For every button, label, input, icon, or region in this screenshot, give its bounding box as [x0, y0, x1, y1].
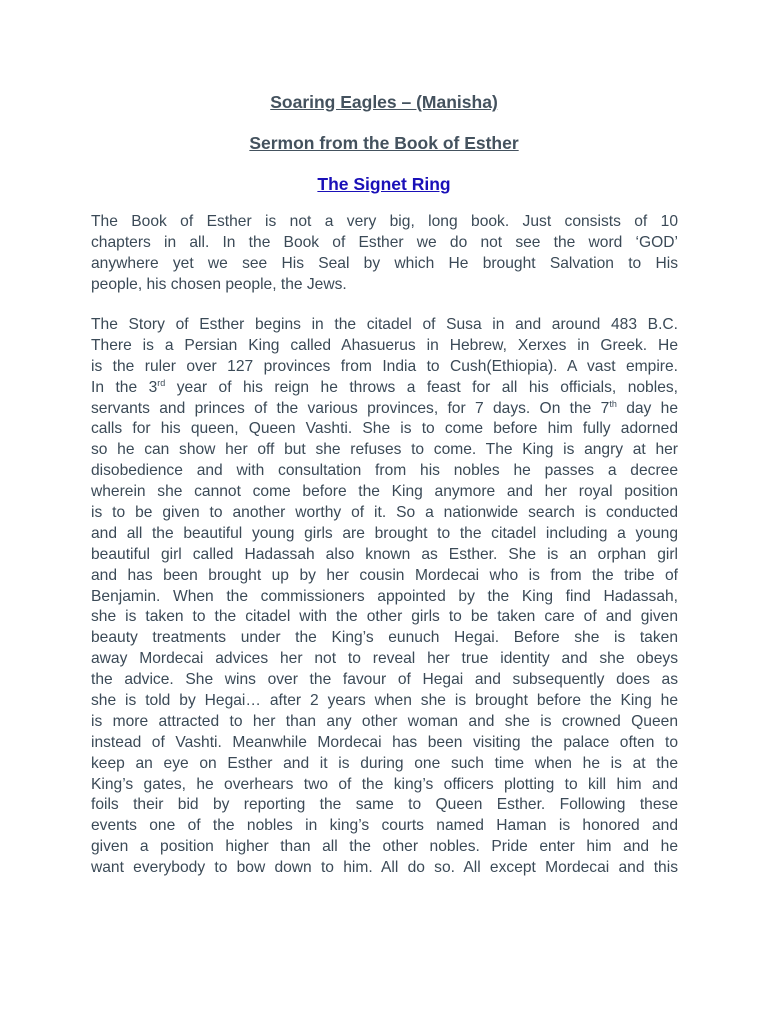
- paragraph-line: There is a Persian King called Ahasuerus in Hebrew, Xerxes in Greek. He: [91, 336, 678, 354]
- paragraph-line: [91, 378, 678, 399]
- paragraph-line: want everybody to bow down to him. All do so. All except Mordecai and this: [91, 859, 678, 877]
- paragraph-line: beauty treatments under the King’s eunuch Hegai. Before she is taken: [91, 629, 678, 647]
- paragraph-line: instead of Vashti. Meanwhile Mordecai has been visiting the palace often to: [91, 733, 678, 751]
- paragraph-story: [91, 315, 678, 879]
- line-text: servants and princes of the various provinces, for 7 days. On the 7: [91, 399, 610, 417]
- line-text: In the 3: [91, 378, 158, 396]
- paragraph-line: wherein she cannot come before the King anymore and her royal position: [91, 483, 678, 501]
- line-text: day he: [616, 399, 678, 417]
- paragraph-line: foils their bid by reporting the same to Queen Esther. Following these: [91, 796, 678, 814]
- paragraph-line: is to be given to another worthy of it. So a nationwide search is conducted: [91, 504, 678, 522]
- paragraph-line: anywhere yet we see His Seal by which He brought Salvation to His: [91, 254, 678, 272]
- paragraph-line: the advice. She wins over the favour of Hegai and subsequently does as: [91, 671, 678, 689]
- paragraph-line: away Mordecai advices her not to reveal her true identity and she obeys: [91, 650, 678, 668]
- paragraph-line: so he can show her off but she refuses to come. The King is angry at her: [91, 441, 678, 459]
- paragraph-intro: [91, 212, 678, 296]
- paragraph-line: is more attracted to her than any other woman and she is crowned Queen: [91, 712, 678, 730]
- paragraph-line: Benjamin. When the commissioners appointed by the King find Hadassah,: [91, 587, 678, 605]
- paragraph-line: [91, 399, 678, 420]
- paragraph-line: The Story of Esther begins in the citadel of Susa in and around 483 B.C.: [91, 316, 678, 333]
- ordinal-suffix: th: [609, 398, 617, 409]
- ordinal-suffix: rd: [157, 377, 166, 388]
- paragraph-line: she is taken to the citadel with the other girls to be taken care of and given: [91, 608, 678, 626]
- paragraph-line: events one of the nobles in king’s courts named Haman is honored and: [91, 817, 678, 835]
- paragraph-line: people, his chosen people, the Jews.: [91, 275, 347, 293]
- document-subtitle: Sermon from the Book of Esther: [249, 133, 519, 153]
- paragraph-line: chapters in all. In the Book of Esther we do not see the word ‘GOD’: [91, 233, 678, 251]
- paragraph-line: The Book of Esther is not a very big, long book. Just consists of 10: [91, 213, 678, 230]
- paragraph-line: and all the beautiful young girls are brought to the citadel including a young: [91, 524, 678, 542]
- document-title: Soaring Eagles – (Manisha): [270, 92, 498, 112]
- paragraph-line: and has been brought up by her cousin Mordecai who is from the tribe of: [91, 566, 678, 584]
- section-title-link[interactable]: The Signet Ring: [317, 174, 451, 194]
- paragraph-line: she is told by Hegai… after 2 years when she is brought before the King he: [91, 692, 678, 710]
- paragraph-line: King’s gates, he overhears two of the king’s officers plotting to kill him and: [91, 775, 678, 793]
- paragraph-line: calls for his queen, Queen Vashti. She is to come before him fully adorned: [91, 420, 678, 438]
- paragraph-line: is the ruler over 127 provinces from India to Cush(Ethiopia). A vast empire.: [91, 357, 678, 375]
- paragraph-line: disobedience and with consultation from his nobles he passes a decree: [91, 462, 678, 480]
- paragraph-line: given a position higher than all the other nobles. Pride enter him and he: [91, 838, 678, 856]
- paragraph-line: keep an eye on Esther and it is during one such time when he is at the: [91, 754, 678, 772]
- line-text: year of his reign he throws a feast for all his officials, nobles,: [165, 378, 678, 396]
- paragraph-line: beautiful girl called Hadassah also known as Esther. She is an orphan girl: [91, 545, 678, 563]
